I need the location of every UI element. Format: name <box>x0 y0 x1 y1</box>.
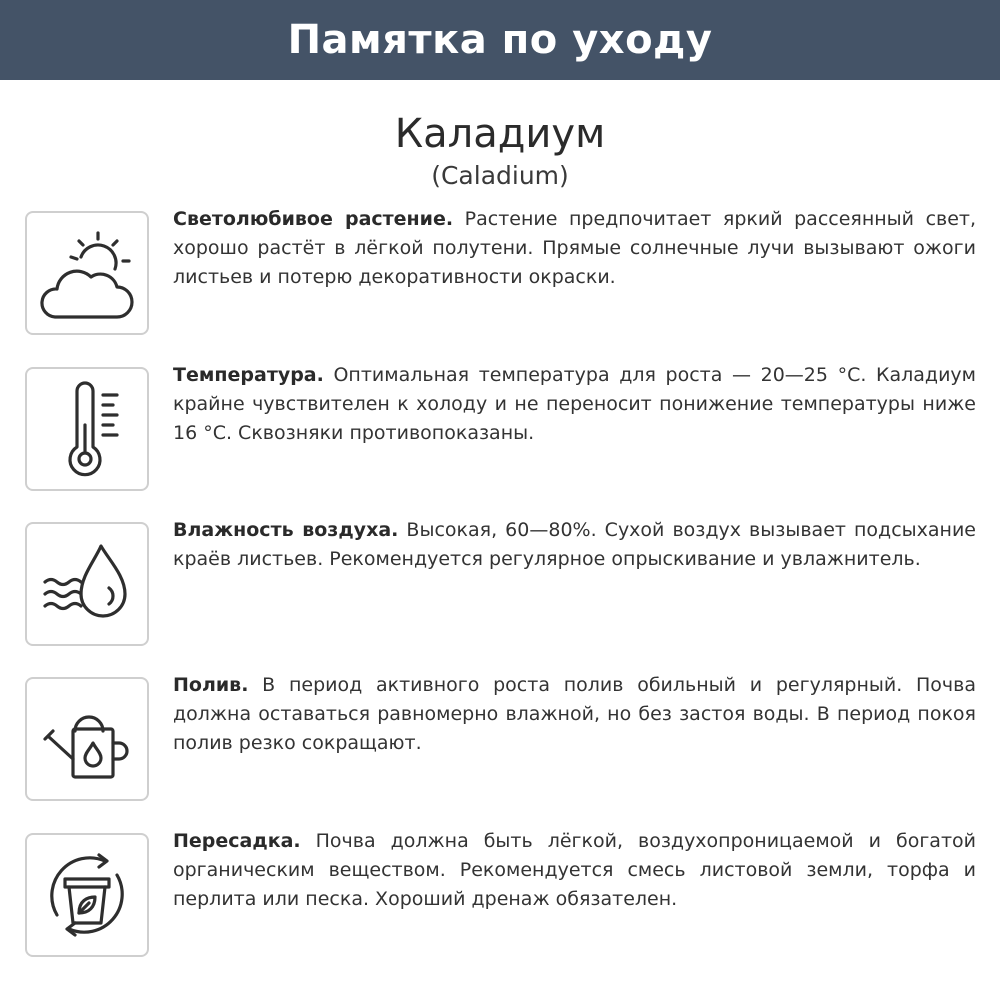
care-item-watering <box>25 674 980 805</box>
care-item-description: В период активного роста полив обильный и регулярный. Почва должна оставаться равномерно влажной, но без застоя воды. В период покоя полив резко сокращают. <box>173 674 976 754</box>
watering-can-icon <box>35 687 139 791</box>
icon-frame <box>25 833 149 957</box>
plant-name: Каладиум <box>394 111 606 157</box>
care-item-temperature <box>25 364 980 495</box>
care-item-description: Оптимальная температура для роста — 20—25 °C. Каладиум крайне чувствителен к холоду и не переносит понижение температуры ниже 16 °C. Сквозняки противопоказаны. <box>173 364 976 444</box>
care-item-text <box>173 516 976 574</box>
icon-frame <box>25 367 149 491</box>
plant-latin-name: (Caladium) <box>431 161 569 190</box>
care-item-repotting <box>25 830 980 961</box>
thermometer-icon <box>35 377 139 481</box>
care-item-humidity <box>25 519 980 650</box>
care-item-title: Пересадка. <box>173 830 301 852</box>
care-item-text <box>173 361 976 448</box>
page-title: Памятка по уходу <box>287 17 713 63</box>
icon-frame <box>25 522 149 646</box>
humidity-drop-icon <box>35 532 139 636</box>
page-header <box>0 0 1000 80</box>
repot-pot-icon <box>35 843 139 947</box>
care-item-text <box>173 671 976 758</box>
icon-frame <box>25 211 149 335</box>
care-item-description: Растение предпочитает яркий рассеянный свет, хорошо растёт в лёгкой полутени. Прямые солнечные лучи вызывают ожоги листьев и потерю декоративности окраски. <box>173 208 977 288</box>
care-item-text <box>173 827 976 914</box>
care-item-title: Температура. <box>173 364 324 386</box>
care-item-title: Светолюбивое растение. <box>173 208 454 230</box>
care-item-title: Влажность воздуха. <box>173 519 399 541</box>
icon-frame <box>25 677 149 801</box>
care-item-title: Полив. <box>173 674 249 696</box>
care-item-description: Высокая, 60—80%. Сухой воздух вызывает подсыхание краёв листьев. Рекомендуется регулярное опрыскивание и увлажнитель. <box>173 519 976 570</box>
care-item-text <box>173 205 976 292</box>
care-item-light <box>25 208 980 339</box>
sun-cloud-icon <box>35 221 139 325</box>
care-item-description: Почва должна быть лёгкой, воздухопроницаемой и богатой органическим веществом. Рекомендуется смесь листовой земли, торфа и перлита или песка. Хороший дренаж обязателен. <box>173 830 976 910</box>
